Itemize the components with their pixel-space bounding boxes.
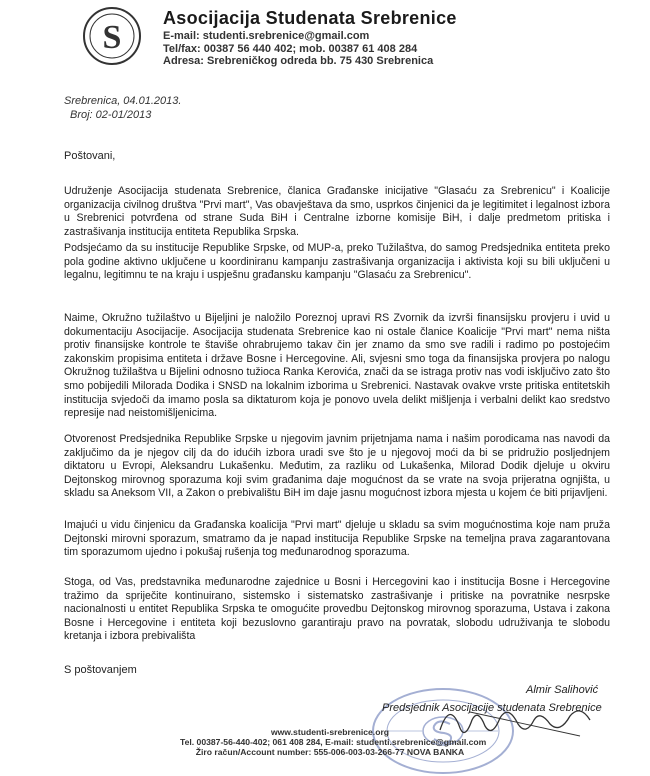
email-line: E-mail: studenti.srebrenice@gmail.com	[163, 30, 370, 42]
footer-website: www.studenti-srebrenice.org	[270, 727, 390, 737]
paragraph-5: Imajući u vidu činjenicu da Građanska koalicija "Prvi mart" djeluje u skladu sa svim mogućnostima koje nam pruža Dejtonski mirovni sporazum, smatramo da je napad institucija Republike Srpske na temeljna prava zagarantovana tim sporazumom ujedno i pokušaj rušenja tog međunarodnog sporazuma.	[64, 519, 610, 559]
paragraph-4: Otvorenost Predsjednika Republike Srpske u njegovim javnim prijetnjama nama i našim porodicama nas navodi da zaključimo da je njegov cilj da do idućih izbora uradi sve što je u njegovoj moći da bi se pridružio posljednjem diktatoru u Evropi, Aleksandru Lukašenku. Međutim, za razliku od Lukašenka, Milorad Dodik djeluje u okviru Dejtonskog mirovnog sporazuma koji svim građanima daje mogućnost da se vrate na svoja prijeratna ognjišta, u skladu sa Aneksom VII, a Zakon o prebivalištu BiH im daje jasnu mogućnost izbora mjesta u kojem će biti prijavljeni.	[64, 433, 610, 500]
signatory-title: Predsjednik Asocijacije studenata Srebrenice	[382, 702, 602, 714]
paragraph-2: Podsjećamo da su institucije Republike Srpske, od MUP-a, preko Tužilaštva, do samog Predsjednika entiteta preko pola godine aktivno uključene u koordiniranu kampanju zastrašivanja organizacija i aktivista koji su bili uključeni u legalnu, legitimnu te na kraju i uspješnu građansku kampanju "Glasaću za Srebrenicu".	[64, 242, 610, 282]
salutation: Poštovani,	[64, 150, 116, 162]
date-block	[64, 94, 181, 122]
contact-block	[163, 30, 433, 68]
address-line: Adresa: Srebreničkog odreda bb. 75 430 Srebrenica	[163, 55, 434, 67]
letter-number: Broj: 02-01/2013	[70, 109, 152, 121]
footer-account: Žiro račun/Account number: 555-006-003-03-266-77 NOVA BANKA	[195, 747, 465, 757]
paragraph-1: Udruženje Asocijacija studenata Srebrenice, članica Građanske inicijative "Glasaću za Srebrenicu" i Koalicije organizacija civilnog društva "Prvi mart", Vas obavještava da smo, usprkos činjenici da je legitimitet i legalnost izbora u Srebrenici potvrđena od strane Suda BiH i Centralne izborne komisije BiH, i dalje predmetom pritiska i zastrašivanja institucija entiteta Republika Srpska.	[64, 185, 610, 238]
telfax-line: Tel/fax: 00387 56 440 402; mob. 00387 61 408 284	[163, 42, 418, 55]
letter-date: Srebrenica, 04.01.2013.	[64, 95, 182, 107]
footer	[180, 727, 487, 757]
organization-title: Asocijacija Studenata Srebrenice	[163, 8, 457, 28]
closing: S poštovanjem	[64, 664, 137, 676]
organization-logo	[82, 6, 142, 66]
paragraph-3: Naime, Okružno tužilaštvo u Bijeljini je naložilo Poreznoj upravi RS Zvornik da izvrši finansijsku provjeru i uvid u dokumentaciju Asocijacije. Asocijacija studenata Srebrenice kao ni ostale članice Koalicije "Prvi mart" nema ništa protiv finansijske kontrole te štaviše ohrabrujemo takav čin jer znamo da smo sve radili i radimo po postojećim zakonskim propisima entiteta i države Bosne i Hercegovine. Ali, svjesni smo toga da finansijska provjera po nalogu Okružnog tužilaštva u Bijelini odnosno tužioca Ranka Kerovića, znači da se istraga protiv nas vodi isključivo zato što smo pobijedili Milorada Dodika i SNSD na lokalnim izborima u Srebrenici. Nastavak ovakve vrste pritiska entitetskih institucija svjedoči da imamo posla sa diktaturom koja je ponovo uvela delikt mišljenja i verbalni delikt kao sredstvo represije nad neistomišljenicima.	[64, 312, 610, 420]
svg-text:S: S	[102, 19, 122, 56]
paragraph-6: Stoga, od Vas, predstavnika međunarodne zajednice u Bosni i Hercegovini kao i institucija Bosne i Hercegovine tražimo da spriječite kontinuirano, sistemsko i sistematsko zastrašivanje i pritiske na povratnike nesrpske nacionalnosti u entitet Republika Srpska te omogućite provedbu Dejtonskog mirovnog sporazuma, Ustava i zakona Bosne i Hercegovine i entiteta koji bezuslovno garantiraju pravo na povratak, slobodu udruživanja te slobodu kretanja i izbora prebivališta	[64, 576, 610, 643]
footer-contacts: Tel. 00387-56-440-402; 061 408 284, E-mail: studenti.srebrenice@gmail.com	[180, 737, 487, 747]
signatory-name: Almir Salihović	[526, 684, 599, 696]
